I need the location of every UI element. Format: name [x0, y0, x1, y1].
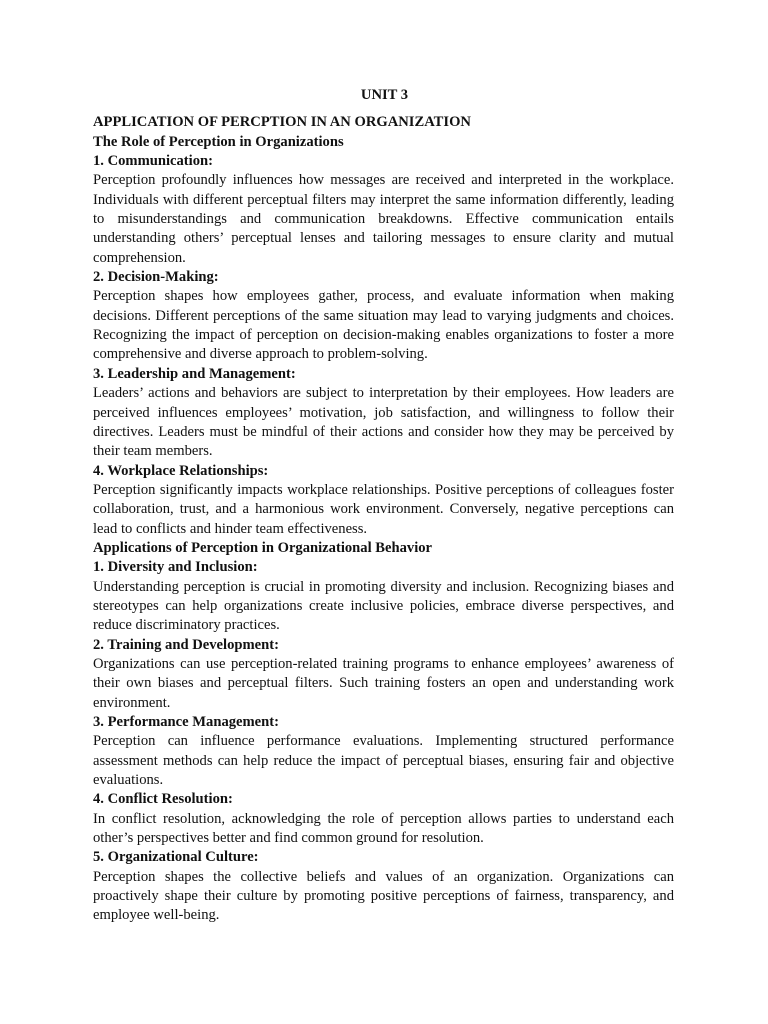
- document-page: [93, 86, 674, 926]
- item-text-communication: Perception profoundly influences how messages are received and interpreted in the workplace. Individuals with different perceptual filters may interpret the same information differently, leading to misunderstandings and communication breakdowns. Effective communication entails understanding others’ perceptual lenses and tailoring messages to ensure clarity and mutual comprehension.: [93, 172, 674, 266]
- item-heading-workplace-relationships: 4. Workplace Relationships:: [93, 462, 269, 479]
- item-heading-decision-making: 2. Decision-Making:: [93, 269, 219, 286]
- item-heading-performance: 3. Performance Management:: [93, 714, 279, 730]
- item-text-leadership: Leaders’ actions and behaviors are subject to interpretation by their employees. How leaders are perceived influences employees’ motivation, job satisfaction, and willingness to follow their directives. Leaders must be mindful of their actions and consider how they may be perceived by their team members.: [93, 385, 674, 460]
- section-title-applications: Applications of Perception in Organizational Behavior: [93, 539, 433, 556]
- section-title-role: The Role of Perception in Organizations: [93, 133, 344, 150]
- item-heading-communication: 1. Communication:: [93, 153, 213, 170]
- item-heading-leadership: 3. Leadership and Management:: [93, 365, 296, 382]
- item-text-conflict: In conflict resolution, acknowledging the role of perception allows parties to understand each other’s perspectives better and find common ground for resolution.: [93, 810, 674, 847]
- unit-title: UNIT 3: [360, 87, 409, 103]
- item-text-training: Organizations can use perception-related training programs to enhance employees’ awareness of their own biases and perceptual filters. Such training fosters an open and understanding work environment.: [93, 655, 674, 711]
- item-heading-training: 2. Training and Development:: [93, 636, 279, 653]
- item-text-workplace-relationships: Perception significantly impacts workplace relationships. Positive perceptions of colleagues foster collaboration, trust, and a harmonious work environment. Conversely, negative perceptions can lead to conflicts and hinder team effectiveness.: [93, 481, 674, 537]
- item-text-culture: Perception shapes the collective beliefs and values of an organization. Organizations can proactively shape their culture by promoting positive perceptions of fairness, transparency, and employee well-being.: [93, 868, 674, 924]
- item-text-performance: Perception can influence performance evaluations. Implementing structured performance assessment methods can help reduce the impact of perceptual biases, ensuring fair and objective evaluations.: [93, 733, 674, 789]
- item-heading-conflict: 4. Conflict Resolution:: [93, 791, 233, 808]
- item-heading-diversity: 1. Diversity and Inclusion:: [93, 559, 258, 576]
- item-heading-culture: 5. Organizational Culture:: [93, 849, 259, 866]
- item-text-decision-making: Perception shapes how employees gather, process, and evaluate information when making decisions. Different perceptions of the same situation may lead to varying judgments and choices. Recognizing the impact of perception on decision-making enables organizations to foster a more comprehensive and diverse approach to problem-solving.: [93, 288, 674, 363]
- main-title: APPLICATION OF PERCPTION IN AN ORGANIZATION: [93, 114, 471, 131]
- item-text-diversity: Understanding perception is crucial in promoting diversity and inclusion. Recognizing biases and stereotypes can help organizations create inclusive policies, embrace diverse perspectives, and reduce discriminatory practices.: [93, 578, 674, 634]
